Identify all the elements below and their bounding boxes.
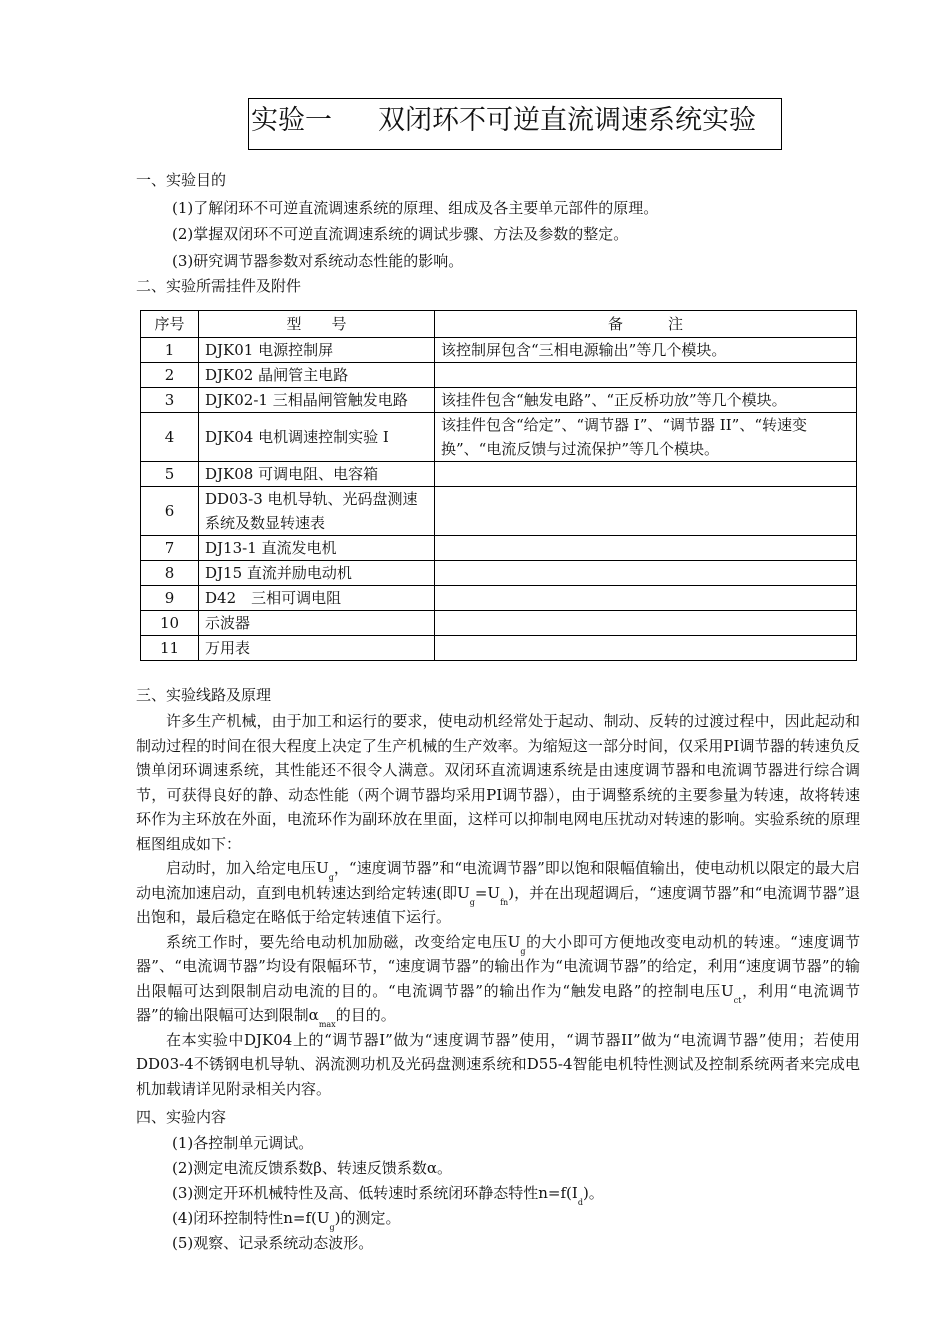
subscript: g [329, 1223, 335, 1232]
table-row [141, 338, 857, 363]
text-run: (4)闭环控制特性n=f(U [172, 1209, 330, 1227]
text-run: 系统工作时，要先给电动机加励磁，改变给定电压U [166, 932, 521, 951]
table-row [141, 413, 857, 462]
row-model: 万用表 [199, 636, 435, 661]
row-model: DJK02-1 三相晶闸管触发电路 [199, 388, 435, 413]
row-note: 该挂件包含“给定”、“调节器 I”、“调节器 II”、“转速变换”、“电流反馈与过流保护”等几个模块。 [435, 413, 857, 462]
title-text: 双闭环不可逆直流调速系统实验 [378, 105, 756, 136]
row-model: DJK04 电机调速控制实验 I [199, 413, 435, 462]
text-run: 的大小即可方便地改变电动机的转速。“速度调节器”、“电流调节器”均设有限幅环节，“速度调节器”的输出作为“电流调节器”的给定，利用“速度调节器”的输出限幅可达到限制启动电流的目的。“电流调节器”的输出作为“触发电路”的控制电压U [136, 932, 860, 1000]
row-no: 4 [141, 413, 199, 462]
objective-item-1: (1)了解闭环不可逆直流调速系统的原理、组成及各主要单元部件的原理。 [172, 199, 659, 217]
table-row [141, 363, 857, 388]
content-item-2: (2)测定电流反馈系数β、转速反馈系数α。 [172, 1159, 453, 1177]
text-run: )。 [582, 1184, 604, 1202]
row-model: DJ13-1 直流发电机 [199, 536, 435, 561]
row-model: DD03-3 电机导轨、光码盘测速系统及数显转速表 [199, 487, 435, 536]
table-row [141, 561, 857, 586]
row-no: 9 [141, 586, 199, 611]
section2-heading: 二、实验所需挂件及附件 [136, 277, 302, 295]
content-item-1: (1)各控制单元调试。 [172, 1134, 314, 1152]
row-model: DJK01 电源控制屏 [199, 338, 435, 363]
row-no: 1 [141, 338, 199, 363]
experiment-title [248, 98, 782, 150]
table-row [141, 536, 857, 561]
content-item-3 [172, 1183, 604, 1207]
row-note [435, 636, 857, 661]
text-run: )的测定。 [334, 1209, 401, 1227]
section1-heading: 一、实验目的 [136, 171, 227, 189]
row-model: DJK08 可调电阻、电容箱 [199, 462, 435, 487]
content-item-4 [172, 1208, 401, 1232]
table-row [141, 388, 857, 413]
text-run: =U [474, 883, 501, 902]
subscript: g [328, 873, 334, 882]
subscript: max [318, 1020, 336, 1029]
text-run: ，利用“电流调节器”的输出限幅可达到限制α [136, 981, 860, 1024]
section3-heading: 三、实验线路及原理 [136, 686, 272, 704]
table-row [141, 586, 857, 611]
header-no: 序号 [141, 311, 199, 338]
row-note [435, 611, 857, 636]
text-run: ，“速度调节器”和“电流调节器”即以饱和限幅值输出，使电动机以限定的最大启动电流加速启动，直到电机转速达到给定转速(即U [136, 859, 860, 902]
row-no: 6 [141, 487, 199, 536]
row-no: 7 [141, 536, 199, 561]
row-no: 3 [141, 388, 199, 413]
row-no: 5 [141, 462, 199, 487]
equipment-table [140, 310, 857, 661]
header-note: 备 注 [435, 311, 857, 338]
table-row [141, 462, 857, 487]
text-run: )，并在出现超调后，“速度调节器”和“电流调节器”退出饱和，最后稳定在略低于给定转速值下运行。 [136, 883, 860, 926]
section4-heading: 四、实验内容 [136, 1108, 227, 1126]
row-note [435, 462, 857, 487]
principle-paragraph-2 [136, 856, 860, 930]
row-note: 该挂件包含“触发电路”、“正反桥功放”等几个模块。 [435, 388, 857, 413]
text-run: 启动时，加入给定电压U [166, 859, 329, 877]
subscript: g [520, 946, 526, 956]
header-model: 型 号 [199, 311, 435, 338]
objective-item-3: (3)研究调节器参数对系统动态性能的影响。 [172, 252, 464, 270]
principle-text [136, 709, 860, 1101]
text-run: (3)测定开环机械特性及高、低转速时系统闭环静态特性n=f(I [172, 1184, 578, 1202]
subscript: fn [500, 897, 509, 907]
row-no: 10 [141, 611, 199, 636]
row-note [435, 536, 857, 561]
objective-item-2: (2)掌握双闭环不可逆直流调速系统的调试步骤、方法及参数的整定。 [172, 225, 629, 243]
text-run: 的目的。 [335, 1006, 396, 1024]
row-model: DJ15 直流并励电动机 [199, 561, 435, 586]
subscript: d [577, 1198, 583, 1207]
row-note: 该控制屏包含“三相电源输出”等几个模块。 [435, 338, 857, 363]
row-note [435, 561, 857, 586]
row-no: 11 [141, 636, 199, 661]
row-no: 2 [141, 363, 199, 388]
row-no: 8 [141, 561, 199, 586]
title-number: 实验一 [251, 105, 332, 136]
table-row [141, 611, 857, 636]
row-note [435, 586, 857, 611]
row-model: 示波器 [199, 611, 435, 636]
row-note [435, 487, 857, 536]
content-item-5: (5)观察、记录系统动态波形。 [172, 1234, 374, 1252]
table-row [141, 487, 857, 536]
table-row [141, 636, 857, 661]
table-header-row [141, 311, 857, 338]
row-model: D42 三相可调电阻 [199, 586, 435, 611]
subscript: ct [733, 995, 742, 1005]
principle-paragraph-4: 在本实验中DJK04上的“调节器I”做为“速度调节器”使用，“调节器II”做为“电流调节器”使用；若使用DD03-4不锈钢电机导轨、涡流测功机及光码盘测速系统和D55-4智能电机特性测试及控制系统两者来完成电机加载请详见附录相关内容。 [136, 1030, 860, 1098]
principle-paragraph-1: 许多生产机械，由于加工和运行的要求，使电动机经常处于起动、制动、反转的过渡过程中，因此起动和制动过程的时间在很大程度上决定了生产机械的生产效率。为缩短这一部分时间，仅采用PI调节器的转速负反馈单闭环调速系统，其性能还不很令人满意。双闭环直流调速系统是由速度调节器和电流调节器进行综合调节，可获得良好的静、动态性能（两个调节器均采用PI调节器），由于调整系统的主要参量为转速，故将转速环作为主环放在外面，电流环作为副环放在里面，这样可以抑制电网电压扰动对转速的影响。实验系统的原理框图组成如下： [136, 712, 860, 853]
row-model: DJK02 晶闸管主电路 [199, 363, 435, 388]
row-note [435, 363, 857, 388]
subscript: g [469, 897, 475, 907]
principle-paragraph-3 [136, 930, 860, 1028]
